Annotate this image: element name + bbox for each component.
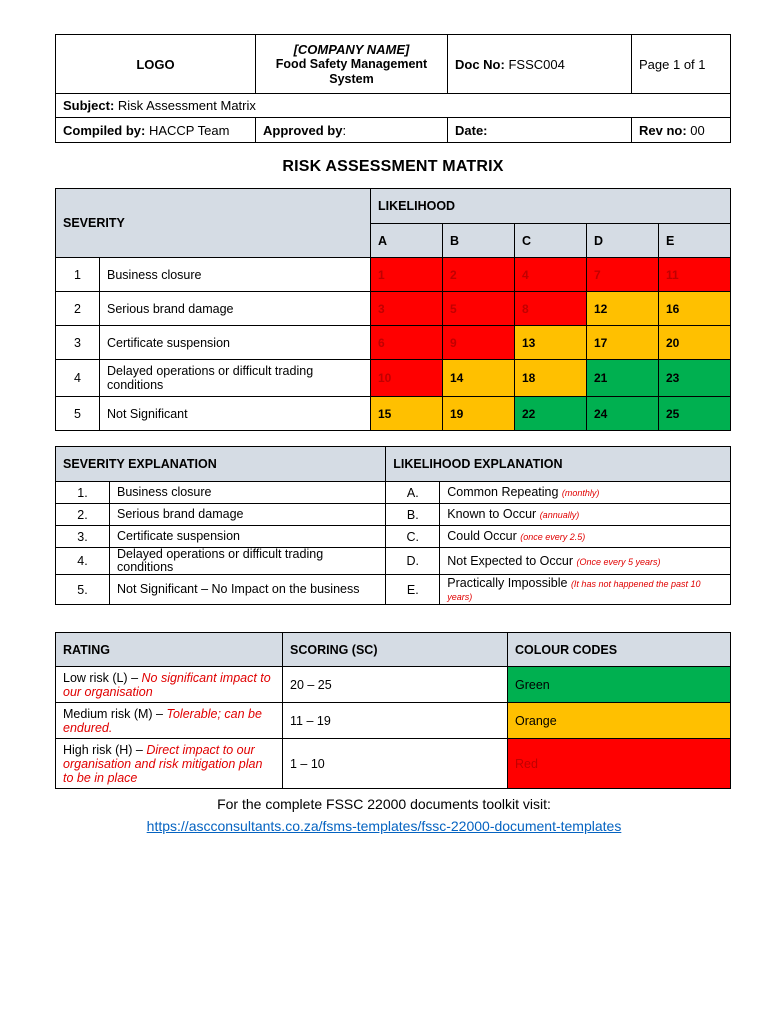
matrix-row xyxy=(56,292,731,326)
severity-number: 1 xyxy=(56,258,100,292)
rating-table xyxy=(55,632,731,789)
compiled-value: HACCP Team xyxy=(145,122,230,138)
compiled-label: Compiled by: xyxy=(63,122,146,138)
risk-score-cell: 1 xyxy=(371,258,443,292)
rating-cell xyxy=(56,667,283,703)
likelihood-frequency-note: (Once every 5 years) xyxy=(576,556,661,567)
risk-score-cell: 5 xyxy=(443,292,515,326)
severity-number: 4 xyxy=(56,360,100,397)
score-range: 11 – 19 xyxy=(283,703,508,739)
risk-score-cell: 9 xyxy=(443,326,515,360)
likelihood-description-cell xyxy=(440,526,731,548)
severity-label: Serious brand damage xyxy=(100,292,371,326)
severity-description: Serious brand damage xyxy=(110,504,386,526)
likelihood-description: Known to Occur xyxy=(447,507,537,521)
doc-no-label: Doc No: xyxy=(455,56,505,72)
risk-score-cell: 2 xyxy=(443,258,515,292)
likelihood-description: Could Occur xyxy=(447,529,517,543)
page-title: RISK ASSESSMENT MATRIX xyxy=(282,158,504,175)
explanation-row xyxy=(56,482,731,504)
risk-score-cell: 17 xyxy=(587,326,659,360)
severity-index: 4. xyxy=(56,548,110,575)
likelihood-index: D. xyxy=(386,548,440,575)
rating-description: Tolerable; can be endured. xyxy=(63,706,262,735)
explanation-row xyxy=(56,575,731,605)
date-label: Date: xyxy=(448,118,632,143)
rating-row xyxy=(56,703,731,739)
company-name: [COMPANY NAME] xyxy=(293,41,410,57)
rev-cell xyxy=(632,118,731,143)
colour-code: Green xyxy=(508,667,731,703)
severity-header: SEVERITY xyxy=(56,189,371,258)
risk-score-cell: 12 xyxy=(587,292,659,326)
severity-number: 2 xyxy=(56,292,100,326)
risk-score-cell: 20 xyxy=(659,326,731,360)
risk-score-cell: 21 xyxy=(587,360,659,397)
severity-description: Business closure xyxy=(110,482,386,504)
risk-score-cell: 11 xyxy=(659,258,731,292)
rating-description: Direct impact to our organisation and risk mitigation plan to be in place xyxy=(63,742,263,785)
risk-score-cell: 22 xyxy=(515,397,587,431)
rating-label: Medium risk (M) – xyxy=(63,706,167,721)
doc-number-cell xyxy=(448,35,632,94)
severity-description: Certificate suspension xyxy=(110,526,386,548)
approved-cell xyxy=(256,118,448,143)
matrix-row xyxy=(56,326,731,360)
likelihood-index: C. xyxy=(386,526,440,548)
likelihood-column-c: C xyxy=(515,224,587,258)
severity-label: Delayed operations or difficult trading conditions xyxy=(100,360,371,397)
severity-index: 3. xyxy=(56,526,110,548)
company-cell xyxy=(256,35,448,94)
severity-label: Not Significant xyxy=(100,397,371,431)
subject-value: Risk Assessment Matrix xyxy=(114,98,256,113)
colour-code: Red xyxy=(508,739,731,789)
likelihood-column-d: D xyxy=(587,224,659,258)
likelihood-index: A. xyxy=(386,482,440,504)
matrix-row xyxy=(56,258,731,292)
severity-description: Delayed operations or difficult trading conditions xyxy=(110,548,386,575)
score-range: 20 – 25 xyxy=(283,667,508,703)
likelihood-explanation-header: LIKELIHOOD EXPLANATION xyxy=(386,447,731,482)
severity-number: 3 xyxy=(56,326,100,360)
page-number: Page 1 of 1 xyxy=(632,35,731,94)
risk-score-cell: 23 xyxy=(659,360,731,397)
risk-score-cell: 6 xyxy=(371,326,443,360)
risk-score-cell: 8 xyxy=(515,292,587,326)
subject-label: Subject: xyxy=(63,98,115,113)
explanation-row xyxy=(56,504,731,526)
risk-score-cell: 24 xyxy=(587,397,659,431)
severity-label: Business closure xyxy=(100,258,371,292)
rev-value: 00 xyxy=(686,122,705,138)
rating-description: No significant impact to our organisation xyxy=(63,670,271,699)
document-header xyxy=(55,34,731,143)
rating-cell xyxy=(56,739,283,789)
severity-description: Not Significant – No Impact on the business xyxy=(110,575,386,605)
logo: LOGO xyxy=(56,35,256,94)
explanation-table xyxy=(55,446,731,605)
toolkit-link[interactable]: https://ascconsultants.co.za/fsms-templates/fssc-22000-document-templates xyxy=(146,818,622,834)
likelihood-description: Common Repeating xyxy=(447,485,559,499)
rating-row xyxy=(56,739,731,789)
rating-row xyxy=(56,667,731,703)
rating-header: RATING xyxy=(56,633,283,667)
risk-score-cell: 16 xyxy=(659,292,731,326)
risk-score-cell: 15 xyxy=(371,397,443,431)
subject-cell xyxy=(56,94,731,118)
likelihood-description: Not Expected to Occur xyxy=(447,553,574,568)
risk-score-cell: 7 xyxy=(587,258,659,292)
likelihood-frequency-note: (monthly) xyxy=(561,488,600,498)
severity-index: 1. xyxy=(56,482,110,504)
likelihood-index: E. xyxy=(386,575,440,605)
risk-score-cell: 10 xyxy=(371,360,443,397)
severity-index: 5. xyxy=(56,575,110,605)
colour-codes-header: COLOUR CODES xyxy=(508,633,731,667)
colour-code: Orange xyxy=(508,703,731,739)
matrix-row xyxy=(56,397,731,431)
likelihood-column-e: E xyxy=(659,224,731,258)
likelihood-description-cell xyxy=(440,482,731,504)
footer-text: For the complete FSSC 22000 documents toolkit visit: xyxy=(217,796,551,812)
rating-label: High risk (H) – xyxy=(63,742,147,757)
explanation-row xyxy=(56,548,731,575)
likelihood-header: LIKELIHOOD xyxy=(371,189,731,224)
compiled-cell xyxy=(56,118,256,143)
risk-score-cell: 18 xyxy=(515,360,587,397)
risk-score-cell: 25 xyxy=(659,397,731,431)
risk-score-cell: 13 xyxy=(515,326,587,360)
likelihood-description-cell xyxy=(440,575,731,605)
scoring-header: SCORING (SC) xyxy=(283,633,508,667)
likelihood-description-cell xyxy=(440,504,731,526)
risk-score-cell: 14 xyxy=(443,360,515,397)
doc-no-value: FSSC004 xyxy=(504,56,565,72)
severity-explanation-header: SEVERITY EXPLANATION xyxy=(56,447,386,482)
likelihood-column-a: A xyxy=(371,224,443,258)
risk-score-cell: 3 xyxy=(371,292,443,326)
score-range: 1 – 10 xyxy=(283,739,508,789)
approved-value: : xyxy=(342,122,347,138)
matrix-row xyxy=(56,360,731,397)
severity-label: Certificate suspension xyxy=(100,326,371,360)
rev-label: Rev no: xyxy=(639,122,687,138)
rating-label: Low risk (L) – xyxy=(63,670,142,685)
risk-score-cell: 4 xyxy=(515,258,587,292)
risk-score-cell: 19 xyxy=(443,397,515,431)
rating-cell xyxy=(56,703,283,739)
risk-matrix xyxy=(55,188,731,431)
explanation-row xyxy=(56,526,731,548)
likelihood-index: B. xyxy=(386,504,440,526)
likelihood-description-cell xyxy=(440,548,731,575)
severity-index: 2. xyxy=(56,504,110,526)
likelihood-frequency-note: (annually) xyxy=(539,510,580,520)
likelihood-frequency-note: (once every 2.5) xyxy=(520,532,586,542)
likelihood-description: Practically Impossible xyxy=(447,575,568,590)
likelihood-column-b: B xyxy=(443,224,515,258)
approved-label: Approved by xyxy=(263,122,343,138)
system-name: Food Safety Management System xyxy=(275,56,428,86)
likelihood-frequency-note: (It has not happened the past 10 years) xyxy=(447,578,701,602)
severity-number: 5 xyxy=(56,397,100,431)
